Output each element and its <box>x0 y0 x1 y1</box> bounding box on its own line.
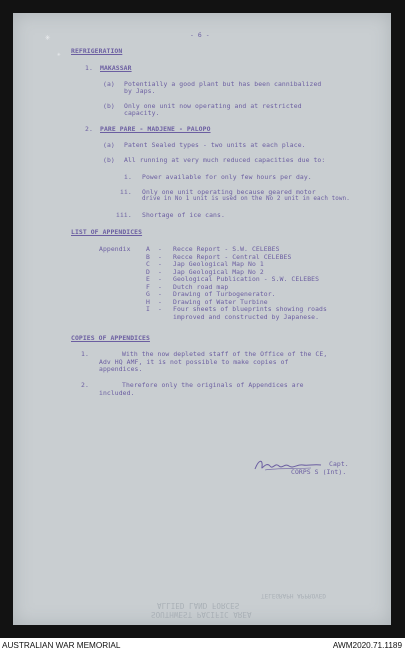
appendix-desc: Dutch road map <box>173 282 229 291</box>
document-page <box>13 13 391 625</box>
appendix-dash: - <box>158 290 162 298</box>
item-marker: (b) <box>103 102 115 110</box>
appendix-key: I <box>146 305 150 313</box>
appendix-dash: - <box>158 267 162 276</box>
appendix-dash: - <box>158 275 162 283</box>
appendix-key: F <box>146 282 150 291</box>
paragraph-text: included. <box>99 388 135 397</box>
appendix-key: C <box>146 260 150 268</box>
appendix-desc: Jap Geological Map No 2 <box>173 267 264 276</box>
appendix-dash: - <box>158 252 162 261</box>
appendix-dash: - <box>158 260 162 268</box>
archive-reference: AWM2020.71.1189 <box>332 641 402 650</box>
section-number: 1. <box>85 64 93 72</box>
appendix-key: G <box>146 290 150 298</box>
subitem-marker: i. <box>124 173 132 181</box>
appendix-desc: Recce Report - S.W. CELEBES <box>173 245 280 253</box>
page-number: - 6 - <box>190 31 210 39</box>
appendix-dash: - <box>158 297 162 306</box>
appendix-desc: improved and constructed by Japanese. <box>173 312 320 321</box>
item-text: All running at very much reduced capacities due to: <box>124 156 326 164</box>
subitem-marker: iii. <box>116 211 132 219</box>
signature-rank: Capt. <box>329 460 349 468</box>
item-marker: (a) <box>103 80 115 88</box>
paragraph-number: 2. <box>81 381 89 389</box>
appendix-label: Appendix <box>99 245 131 253</box>
section-title: MAKASSAR <box>100 64 132 72</box>
appendix-desc: Drawing of Water Turbine <box>173 297 268 306</box>
appendix-key: A <box>146 245 150 253</box>
punch-hole-mark: ✳ <box>45 33 51 43</box>
appendix-key: E <box>146 275 150 283</box>
subitem-marker: ii. <box>120 188 132 196</box>
appendix-key: H <box>146 297 150 306</box>
subitem-text: Only one unit operating because geared motor <box>142 188 316 196</box>
appendix-key: D <box>146 267 150 276</box>
reverse-bleed-text: TELEGRAPH APPROVED <box>261 592 327 599</box>
paragraph-text: appendices. <box>99 365 143 373</box>
appendix-dash: - <box>158 305 162 313</box>
paragraph-text: Therefore only the originals of Appendices are <box>122 381 304 389</box>
section-number: 2. <box>85 125 93 133</box>
appendix-key: B <box>146 252 150 261</box>
item-text: Patent Sealed types - two units at each place. <box>124 141 306 149</box>
punch-hole-mark: ✳ <box>57 51 61 58</box>
paragraph-number: 1. <box>81 350 89 358</box>
appendix-desc: Four sheets of blueprints showing roads <box>173 305 327 313</box>
appendix-desc: Jap Geological Map No 1 <box>173 260 264 268</box>
subitem-text: drive in No 1 unit is used on the No 2 unit in each town. <box>142 196 350 202</box>
appendix-desc: Recce Report - Central CELEBES <box>173 252 292 261</box>
signature-unit: CORPS S (Int). <box>291 468 347 476</box>
appendix-desc: Geological Publication - S.W. CELEBES <box>173 275 320 283</box>
item-text: by Japs. <box>124 87 156 95</box>
appendices-heading: LIST OF APPENDICES <box>71 228 143 236</box>
item-marker: (b) <box>103 156 115 164</box>
item-marker: (a) <box>103 141 115 149</box>
subitem-text: Power available for only few hours per day. <box>142 173 312 181</box>
appendix-desc: Drawing of Turbogenerator. <box>173 290 276 298</box>
archive-name: AUSTRALIAN WAR MEMORIAL <box>2 641 121 650</box>
paragraph-text: Adv HQ AMF, it is not possible to make copies of <box>99 357 289 366</box>
item-text: Only one unit now operating and at restricted <box>124 102 302 110</box>
copies-heading: COPIES OF APPENDICES <box>71 334 150 342</box>
reverse-bleed-text: SOUTHWEST PACIFIC AREA <box>151 610 252 619</box>
appendix-dash: - <box>158 282 162 291</box>
appendix-dash: - <box>158 245 162 253</box>
item-text: Potentially a good plant but has been cannibalized <box>124 80 322 88</box>
subitem-text: Shortage of ice cans. <box>142 211 225 219</box>
section-title: PARE PARE - MADJENE - PALOPO <box>100 125 211 133</box>
archive-footer <box>0 638 405 653</box>
reverse-bleed-text: ALLIED LAND FORCES <box>157 601 240 610</box>
refrigeration-heading: REFRIGERATION <box>71 47 123 55</box>
paragraph-text: With the now depleted staff of the Office of the CE, <box>122 350 328 358</box>
item-text: capacity. <box>124 109 160 117</box>
